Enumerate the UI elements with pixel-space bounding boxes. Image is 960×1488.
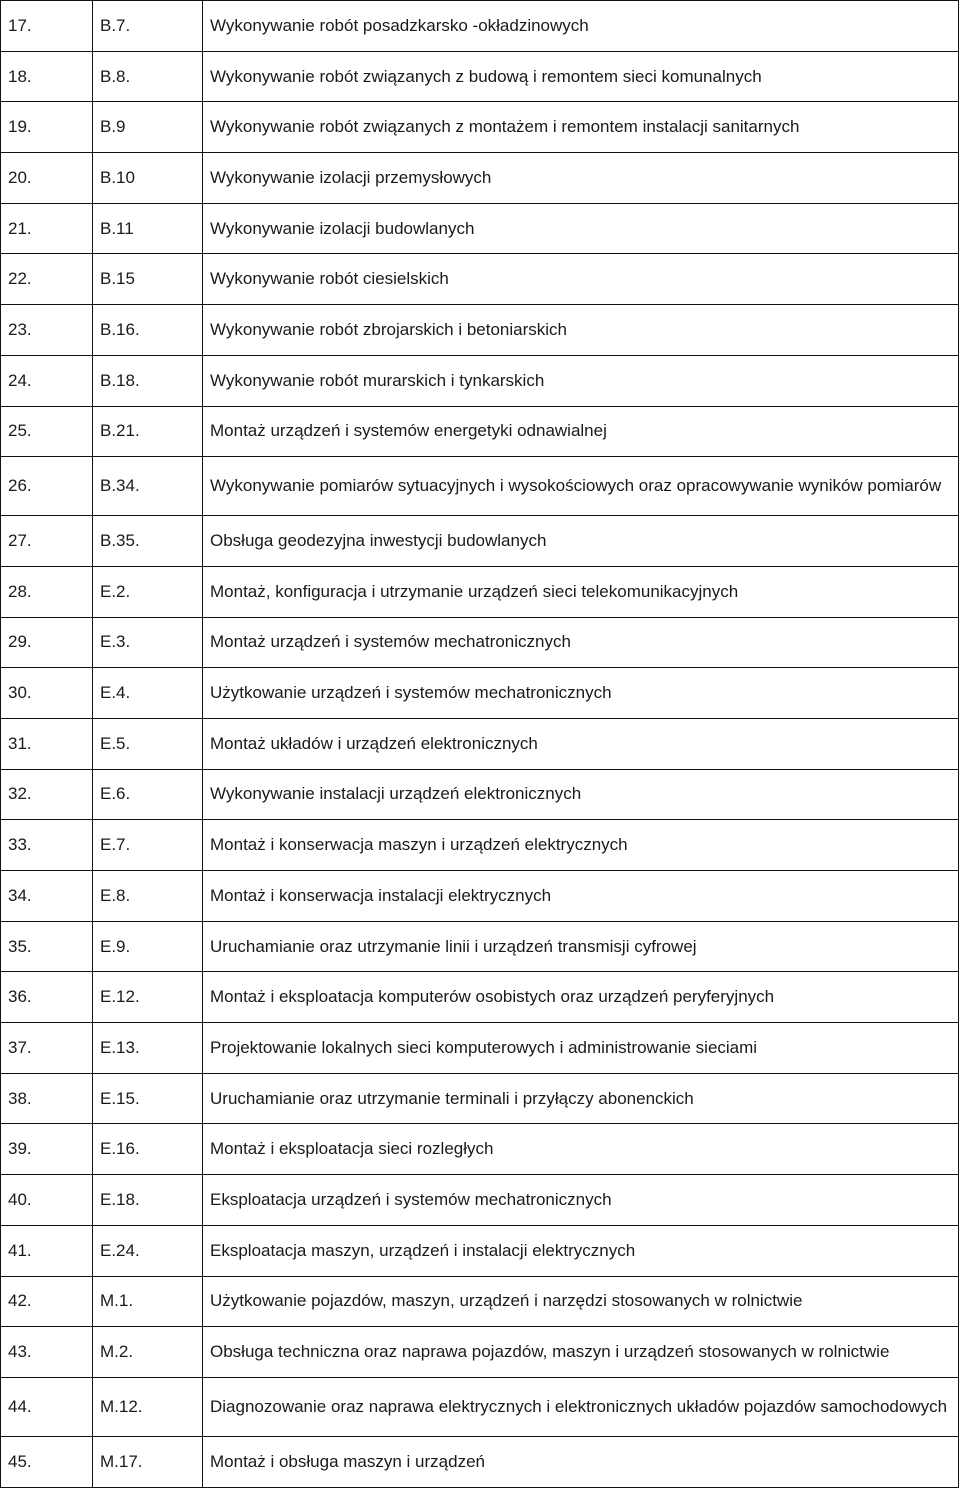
table-row (1, 1023, 959, 1074)
row-number-cell: 42. (1, 1276, 93, 1327)
row-number-cell: 20. (1, 153, 93, 204)
qualification-code-cell: M.2. (93, 1327, 203, 1378)
qualification-name-cell: Wykonywanie izolacji budowlanych (203, 203, 959, 254)
qualification-code-cell: E.7. (93, 820, 203, 871)
table-row (1, 566, 959, 617)
row-number-cell: 40. (1, 1175, 93, 1226)
table-row (1, 668, 959, 719)
qualification-name-cell: Wykonywanie robót zbrojarskich i betoniarskich (203, 305, 959, 356)
row-number-cell: 30. (1, 668, 93, 719)
row-number-cell: 33. (1, 820, 93, 871)
qualification-code-cell: B.10 (93, 153, 203, 204)
row-number-cell: 36. (1, 972, 93, 1023)
row-number-cell: 41. (1, 1225, 93, 1276)
qualification-name-cell: Wykonywanie robót związanych z montażem i remontem instalacji sanitarnych (203, 102, 959, 153)
table-row (1, 254, 959, 305)
qualification-name-cell: Obsługa techniczna oraz naprawa pojazdów, maszyn i urządzeń stosowanych w rolnictwie (203, 1327, 959, 1378)
qualification-name-cell: Montaż i obsługa maszyn i urządzeń (203, 1436, 959, 1487)
qualification-name-cell: Montaż i konserwacja maszyn i urządzeń elektrycznych (203, 820, 959, 871)
qualification-name-cell: Wykonywanie robót murarskich i tynkarskich (203, 355, 959, 406)
row-number-cell: 26. (1, 457, 93, 516)
row-number-cell: 27. (1, 516, 93, 567)
qualification-code-cell: E.13. (93, 1023, 203, 1074)
row-number-cell: 38. (1, 1073, 93, 1124)
qualification-name-cell: Montaż i eksploatacja sieci rozległych (203, 1124, 959, 1175)
row-number-cell: 44. (1, 1377, 93, 1436)
qualification-name-cell: Montaż i konserwacja instalacji elektrycznych (203, 871, 959, 922)
qualification-name-cell: Wykonywanie robót posadzkarsko -okładzinowych (203, 1, 959, 52)
qualification-name-cell: Wykonywanie instalacji urządzeń elektronicznych (203, 769, 959, 820)
qualification-code-cell: B.7. (93, 1, 203, 52)
qualification-code-cell: E.4. (93, 668, 203, 719)
qualification-code-cell: B.16. (93, 305, 203, 356)
row-number-cell: 45. (1, 1436, 93, 1487)
qualification-code-cell: E.3. (93, 617, 203, 668)
qualification-code-cell: M.17. (93, 1436, 203, 1487)
qualification-code-cell: E.5. (93, 718, 203, 769)
row-number-cell: 29. (1, 617, 93, 668)
row-number-cell: 39. (1, 1124, 93, 1175)
table-row (1, 102, 959, 153)
row-number-cell: 19. (1, 102, 93, 153)
qualification-code-cell: B.34. (93, 457, 203, 516)
qualification-code-cell: M.12. (93, 1377, 203, 1436)
qualification-code-cell: E.9. (93, 921, 203, 972)
qualification-code-cell: M.1. (93, 1276, 203, 1327)
row-number-cell: 21. (1, 203, 93, 254)
table-row (1, 1276, 959, 1327)
table-row (1, 1073, 959, 1124)
row-number-cell: 18. (1, 51, 93, 102)
table-row (1, 355, 959, 406)
qualification-name-cell: Montaż i eksploatacja komputerów osobistych oraz urządzeń peryferyjnych (203, 972, 959, 1023)
row-number-cell: 35. (1, 921, 93, 972)
table-row (1, 1, 959, 52)
qualification-code-cell: E.15. (93, 1073, 203, 1124)
qualification-name-cell: Wykonywanie izolacji przemysłowych (203, 153, 959, 204)
qualification-code-cell: B.9 (93, 102, 203, 153)
row-number-cell: 32. (1, 769, 93, 820)
table-row (1, 617, 959, 668)
qualification-name-cell: Projektowanie lokalnych sieci komputerowych i administrowanie sieciami (203, 1023, 959, 1074)
qualification-name-cell: Montaż, konfiguracja i utrzymanie urządzeń sieci telekomunikacyjnych (203, 566, 959, 617)
row-number-cell: 43. (1, 1327, 93, 1378)
row-number-cell: 24. (1, 355, 93, 406)
qualification-code-cell: B.21. (93, 406, 203, 457)
table-row (1, 1175, 959, 1226)
row-number-cell: 28. (1, 566, 93, 617)
qualification-code-cell: B.18. (93, 355, 203, 406)
table-row (1, 718, 959, 769)
table-row (1, 1225, 959, 1276)
table-row (1, 871, 959, 922)
qualification-name-cell: Eksploatacja maszyn, urządzeń i instalacji elektrycznych (203, 1225, 959, 1276)
qualification-code-cell: B.8. (93, 51, 203, 102)
table-row (1, 406, 959, 457)
qualification-name-cell: Montaż układów i urządzeń elektronicznych (203, 718, 959, 769)
row-number-cell: 22. (1, 254, 93, 305)
table-row (1, 921, 959, 972)
row-number-cell: 37. (1, 1023, 93, 1074)
table-row (1, 1377, 959, 1436)
table-row (1, 153, 959, 204)
table-row (1, 457, 959, 516)
qualifications-table-body (1, 1, 959, 1488)
table-row (1, 51, 959, 102)
row-number-cell: 31. (1, 718, 93, 769)
qualification-code-cell: E.16. (93, 1124, 203, 1175)
table-row (1, 1124, 959, 1175)
qualification-code-cell: E.24. (93, 1225, 203, 1276)
qualification-name-cell: Eksploatacja urządzeń i systemów mechatronicznych (203, 1175, 959, 1226)
table-row (1, 305, 959, 356)
table-row (1, 820, 959, 871)
qualification-name-cell: Uruchamianie oraz utrzymanie terminali i przyłączy abonenckich (203, 1073, 959, 1124)
row-number-cell: 23. (1, 305, 93, 356)
qualification-code-cell: B.15 (93, 254, 203, 305)
qualification-code-cell: E.2. (93, 566, 203, 617)
table-row (1, 1436, 959, 1487)
qualification-name-cell: Montaż urządzeń i systemów mechatronicznych (203, 617, 959, 668)
qualification-name-cell: Wykonywanie robót związanych z budową i remontem sieci komunalnych (203, 51, 959, 102)
table-row (1, 203, 959, 254)
row-number-cell: 34. (1, 871, 93, 922)
qualification-name-cell: Obsługa geodezyjna inwestycji budowlanych (203, 516, 959, 567)
qualification-code-cell: E.6. (93, 769, 203, 820)
qualification-code-cell: E.8. (93, 871, 203, 922)
qualification-name-cell: Wykonywanie pomiarów sytuacyjnych i wysokościowych oraz opracowywanie wyników pomiarów (203, 457, 959, 516)
table-row (1, 1327, 959, 1378)
qualification-name-cell: Wykonywanie robót ciesielskich (203, 254, 959, 305)
qualification-name-cell: Użytkowanie urządzeń i systemów mechatronicznych (203, 668, 959, 719)
qualification-name-cell: Uruchamianie oraz utrzymanie linii i urządzeń transmisji cyfrowej (203, 921, 959, 972)
table-row (1, 972, 959, 1023)
table-row (1, 516, 959, 567)
qualification-code-cell: E.12. (93, 972, 203, 1023)
qualification-code-cell: B.35. (93, 516, 203, 567)
qualification-code-cell: E.18. (93, 1175, 203, 1226)
qualification-name-cell: Diagnozowanie oraz naprawa elektrycznych i elektronicznych układów pojazdów samochodowych (203, 1377, 959, 1436)
row-number-cell: 17. (1, 1, 93, 52)
qualification-code-cell: B.11 (93, 203, 203, 254)
table-row (1, 769, 959, 820)
qualification-name-cell: Użytkowanie pojazdów, maszyn, urządzeń i narzędzi stosowanych w rolnictwie (203, 1276, 959, 1327)
row-number-cell: 25. (1, 406, 93, 457)
qualification-name-cell: Montaż urządzeń i systemów energetyki odnawialnej (203, 406, 959, 457)
